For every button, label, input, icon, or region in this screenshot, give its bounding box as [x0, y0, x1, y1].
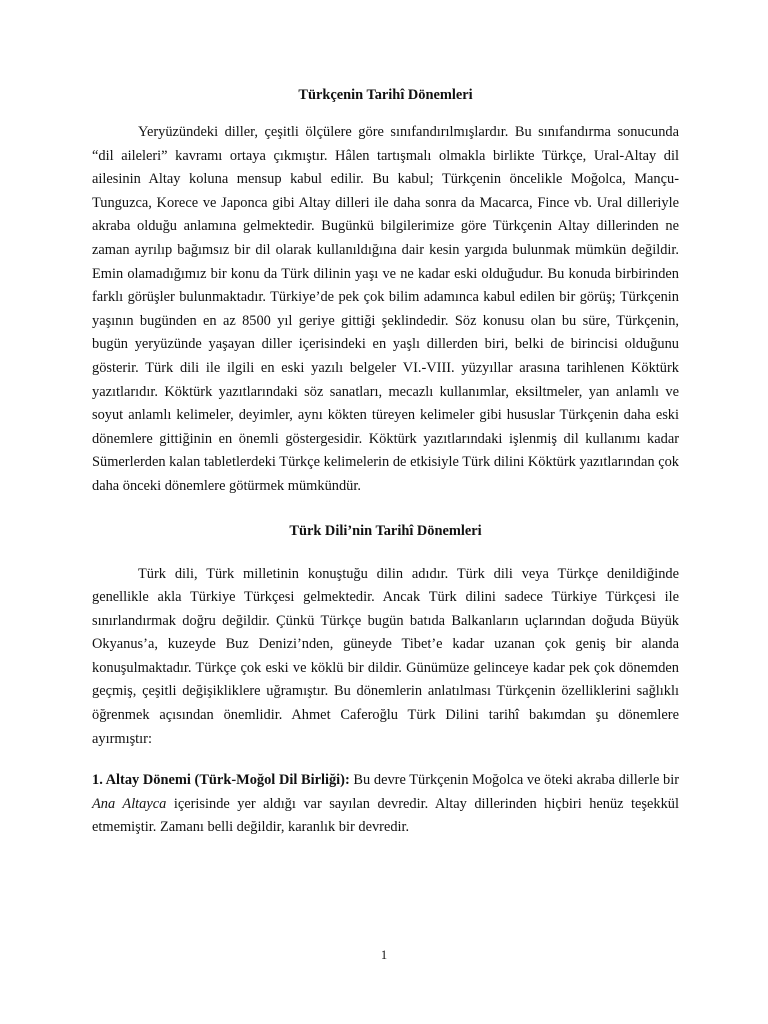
spacer — [92, 105, 679, 121]
document-title: Türkçenin Tarihî Dönemleri — [298, 87, 473, 103]
italic-term: Ana Altayca — [92, 795, 167, 812]
spacer — [92, 541, 679, 563]
section-title: Türk Dili’nin Tarihî Dönemleri — [289, 522, 482, 539]
page-content — [92, 85, 679, 840]
list-item-text: içerisinde yer aldığı var sayılan devredir. Altay dillerinden hiçbiri henüz teşekkül etmemiştir. Zamanı belli değildir, karanlık bir devredir. — [92, 795, 679, 836]
list-item-altay-donemi — [92, 769, 679, 840]
paragraph-turk-dili: Türk dili, Türk milletinin konuştuğu dilin adıdır. Türk dili veya Türkçe denildiğinde genellikle akla Türkiye Türkçesi gelmektedir. Ancak Türk dilini sadece Türkiye Türkçesi ile sınırlandırmak doğru değildir. Çünkü Türkçe bugün batıda Balkanların uçlarından doğuda Büyük Okyanus’a, kuzeyde Buz Denizi’nden, güneyde Tibet’e kadar uzanan çok geniş bir alanda konuşulmaktadır. Türkçe çok eski ve köklü bir dildir. Günümüze gelinceye kadar pek çok dönemden geçmiş, çeşitli değişikliklere uğramıştır. Bu dönemlerin anlatılması Türkçenin özelliklerini sağlıklı öğrenmek açısından önemlidir. Ahmet Caferoğlu Türk Dilini tarihî bakımdan şu dönemlere ayırmıştır: — [92, 565, 679, 747]
page-number: 1 — [380, 948, 388, 962]
paragraph-intro: Yeryüzündeki diller, çeşitli ölçülere göre sınıfandırılmışlardır. Bu sınıfandırma sonucunda “dil aileleri” kavramı ortaya çıkmıştır. Hâlen tartışmalı olmakla birlikte Türkçe, Ural-Altay dil ailesinin Altay koluna mensup kabul edilir. Bu kabul; Türkçenin öncelikle Moğolca, Mançu-Tunguzca, Korece ve Japonca gibi Altay dilleri ile daha sonra da Macarca, Fince vb. Ural dilleriyle akraba olduğu anlamına gelmektedir. Bugünkü bilgilerimize göre Türkçenin Altay dillerinden ne zaman ayrılıp bağımsız bir dil olarak kullanıldığına dair kesin yargıda bulunmak mümkün değildir. Emin olamadığımız bir konu da Türk dilinin yaşı ve ne kadar eski olduğudur. Bu konuda birbirinden farklı görüşler bulunmaktadır. Türkiye’de pek çok bilim adamınca kabul edilen bir görüş; Türkçenin yaşının bugünden en az 8500 yıl geriye gittiği şeklindedir. Söz konusu olan bu süre, Türkçenin, bugün yeryüzünde yaşayan diller içerisindeki en yaşlı dillerden biri, belki de birincisi olduğunu gösterir. Türk dili ile ilgili en eski yazılı belgeler VI.-VIII. yüzyıllar arasına tarihlenen Köktürk yazıtlarıdır. Köktürk yazıtlarındaki söz sanatları, mecazlı kullanımlar, eksiltmeler, yan anlamlı ve soyut anlamlı kelimeler, deyimler, aynı kökten türeyen kelimeler gibi hususlar Türkçenin daha eski dönemlere gittiğinin en önemli göstergesidir. Köktürk yazıtlarındaki işlenmiş dil kullanımı kadar Sümerlerden kalan tabletlerdeki Türkçe kelimelerin de etkisiyle Türk dilini Köktürk yazıtlarından çok daha önceki dönemlere götürmek mümkündür. — [92, 124, 679, 494]
list-item-heading: 1. Altay Dönemi (Türk-Moğol Dil Birliği): — [92, 772, 350, 789]
list-item-text: Bu devre Türkçenin Moğolca ve öteki akraba dillerle bir — [349, 772, 679, 789]
spacer — [92, 499, 679, 521]
spacer — [92, 751, 679, 769]
